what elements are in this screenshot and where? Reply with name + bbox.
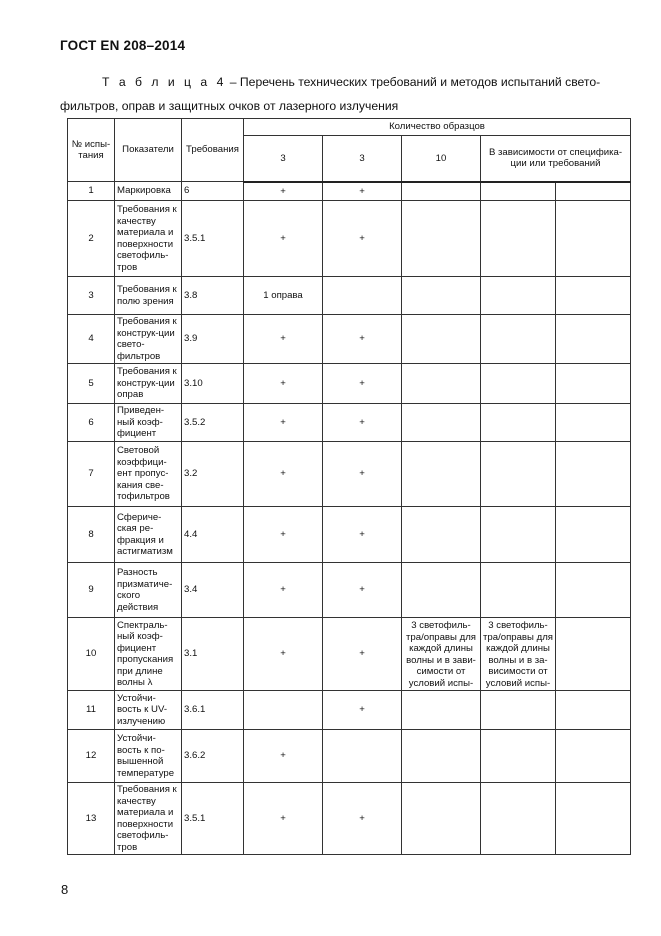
row-requirement: 3.4 xyxy=(182,563,244,618)
header-indicators: Показатели xyxy=(115,119,182,182)
row-indicator: Разность призматиче-ского действия xyxy=(115,563,182,618)
row-samples-col1: 1 оправа xyxy=(244,277,323,315)
caption-text-line1: – Перечень технических требований и методов испытаний свето- xyxy=(226,75,601,89)
header-test-number: № испы-тания xyxy=(68,119,115,182)
row-samples-col3 xyxy=(402,563,481,618)
row-samples-col2: + xyxy=(323,315,402,364)
row-requirement: 3.2 xyxy=(182,442,244,507)
row-samples-col4 xyxy=(481,315,556,364)
row-number: 7 xyxy=(68,442,115,507)
table-row xyxy=(68,277,631,315)
row-samples-col1: + xyxy=(244,364,323,404)
row-indicator: Приведен-ный коэф-фициент xyxy=(115,404,182,442)
row-number: 11 xyxy=(68,691,115,730)
row-indicator: Требования к конструк-ции свето-фильтров xyxy=(115,315,182,364)
row-samples-col5 xyxy=(556,783,631,855)
caption-label: Т а б л и ц а 4 xyxy=(102,75,227,89)
row-samples-col5 xyxy=(556,315,631,364)
row-requirement: 3.6.2 xyxy=(182,730,244,783)
row-samples-col3 xyxy=(402,364,481,404)
row-samples-col3 xyxy=(402,277,481,315)
table-row xyxy=(68,730,631,783)
row-number: 8 xyxy=(68,507,115,563)
row-samples-col4 xyxy=(481,563,556,618)
row-number: 12 xyxy=(68,730,115,783)
row-samples-col2: + xyxy=(323,364,402,404)
row-samples-col2: + xyxy=(323,563,402,618)
row-requirement: 3.5.2 xyxy=(182,404,244,442)
row-samples-col4 xyxy=(481,201,556,277)
row-number: 1 xyxy=(68,182,115,201)
row-samples-col4 xyxy=(481,364,556,404)
row-samples-col5 xyxy=(556,618,631,691)
table-row xyxy=(68,404,631,442)
row-samples-col4 xyxy=(481,783,556,855)
table-row xyxy=(68,442,631,507)
header-sample-count: Количество образцов xyxy=(244,119,631,136)
row-samples-col1: + xyxy=(244,315,323,364)
row-samples-col3 xyxy=(402,201,481,277)
row-indicator: Сфериче-ская ре-фракция и астигматизм xyxy=(115,507,182,563)
table-row xyxy=(68,783,631,855)
row-samples-col5 xyxy=(556,730,631,783)
row-samples-col1: + xyxy=(244,182,323,201)
row-samples-col2: + xyxy=(323,201,402,277)
row-number: 3 xyxy=(68,277,115,315)
row-samples-col1: + xyxy=(244,563,323,618)
table-caption xyxy=(60,70,620,118)
header-samples-spec: В зависимости от специфика-ции или требований xyxy=(481,136,631,182)
header-samples-col1: 3 xyxy=(244,136,323,182)
row-samples-col4 xyxy=(481,404,556,442)
row-samples-col5 xyxy=(556,563,631,618)
table-row xyxy=(68,315,631,364)
row-number: 5 xyxy=(68,364,115,404)
row-indicator: Устойчи-вость к по-вышенной температуре xyxy=(115,730,182,783)
table-row xyxy=(68,364,631,404)
row-samples-col1: + xyxy=(244,507,323,563)
row-samples-col3 xyxy=(402,315,481,364)
row-requirement: 3.5.1 xyxy=(182,783,244,855)
row-number: 13 xyxy=(68,783,115,855)
table-row xyxy=(68,618,631,691)
row-number: 6 xyxy=(68,404,115,442)
row-samples-col3 xyxy=(402,730,481,783)
row-requirement: 3.5.1 xyxy=(182,201,244,277)
row-samples-col3 xyxy=(402,783,481,855)
row-indicator: Требования к качеству материала и поверхности светофиль-тров xyxy=(115,201,182,277)
row-number: 10 xyxy=(68,618,115,691)
caption-text-line2: фильтров, оправ и защитных очков от лазерного излучения xyxy=(60,99,399,113)
row-samples-col4 xyxy=(481,507,556,563)
row-samples-col5 xyxy=(556,277,631,315)
row-requirement: 3.6.1 xyxy=(182,691,244,730)
row-requirement: 6 xyxy=(182,182,244,201)
row-samples-col2: + xyxy=(323,783,402,855)
row-requirement: 3.9 xyxy=(182,315,244,364)
table-row xyxy=(68,182,631,201)
row-indicator: Устойчи-вость к UV-излучению xyxy=(115,691,182,730)
row-samples-col1: + xyxy=(244,618,323,691)
row-number: 2 xyxy=(68,201,115,277)
row-samples-col5 xyxy=(556,507,631,563)
row-number: 4 xyxy=(68,315,115,364)
header-samples-col3: 10 xyxy=(402,136,481,182)
row-requirement: 4.4 xyxy=(182,507,244,563)
row-number: 9 xyxy=(68,563,115,618)
table-row xyxy=(68,201,631,277)
row-samples-col4 xyxy=(481,442,556,507)
row-samples-col2 xyxy=(323,730,402,783)
row-samples-col1: + xyxy=(244,442,323,507)
row-samples-col3 xyxy=(402,507,481,563)
row-samples-col2: + xyxy=(323,618,402,691)
requirements-table xyxy=(67,118,631,855)
row-samples-col1 xyxy=(244,691,323,730)
row-samples-col5 xyxy=(556,691,631,730)
table-row xyxy=(68,563,631,618)
row-samples-col3: 3 светофиль-тра/оправы для каждой длины волны и в зави-симости от условий испы- xyxy=(402,618,481,691)
row-samples-col4: 3 светофиль-тра/оправы для каждой длины волны и в за-висимости от условий испы- xyxy=(481,618,556,691)
row-requirement: 3.8 xyxy=(182,277,244,315)
row-samples-col5 xyxy=(556,404,631,442)
row-samples-col1: + xyxy=(244,201,323,277)
row-samples-col2: + xyxy=(323,404,402,442)
row-samples-col3 xyxy=(402,691,481,730)
row-samples-col2 xyxy=(323,277,402,315)
row-indicator: Требования к конструк-ции оправ xyxy=(115,364,182,404)
row-samples-col1: + xyxy=(244,783,323,855)
table-row xyxy=(68,691,631,730)
row-samples-col1: + xyxy=(244,730,323,783)
row-samples-col1: + xyxy=(244,404,323,442)
row-samples-col2: + xyxy=(323,691,402,730)
row-requirement: 3.10 xyxy=(182,364,244,404)
row-indicator: Требования к полю зрения xyxy=(115,277,182,315)
row-samples-col4 xyxy=(481,277,556,315)
row-indicator: Спектраль-ный коэф-фициент пропускания при длине волны λ xyxy=(115,618,182,691)
row-indicator: Маркировка xyxy=(115,182,182,201)
header-requirements: Требования xyxy=(182,119,244,182)
row-samples-col4 xyxy=(481,730,556,783)
row-samples-col3 xyxy=(402,404,481,442)
document-code: ГОСТ EN 208–2014 xyxy=(60,38,186,53)
row-samples-col5 xyxy=(556,201,631,277)
row-samples-col2: + xyxy=(323,442,402,507)
row-samples-col5 xyxy=(556,182,631,201)
row-samples-col3 xyxy=(402,182,481,201)
row-requirement: 3.1 xyxy=(182,618,244,691)
row-samples-col4 xyxy=(481,691,556,730)
row-samples-col3 xyxy=(402,442,481,507)
table-row xyxy=(68,507,631,563)
row-samples-col5 xyxy=(556,364,631,404)
row-samples-col5 xyxy=(556,442,631,507)
row-indicator: Требования к качеству материала и поверхности светофиль-тров xyxy=(115,783,182,855)
row-samples-col2: + xyxy=(323,182,402,201)
row-samples-col4 xyxy=(481,182,556,201)
header-samples-col2: 3 xyxy=(323,136,402,182)
page-number: 8 xyxy=(61,882,69,897)
row-indicator: Световой коэффици-ент пропус-кания све-тофильтров xyxy=(115,442,182,507)
row-samples-col2: + xyxy=(323,507,402,563)
